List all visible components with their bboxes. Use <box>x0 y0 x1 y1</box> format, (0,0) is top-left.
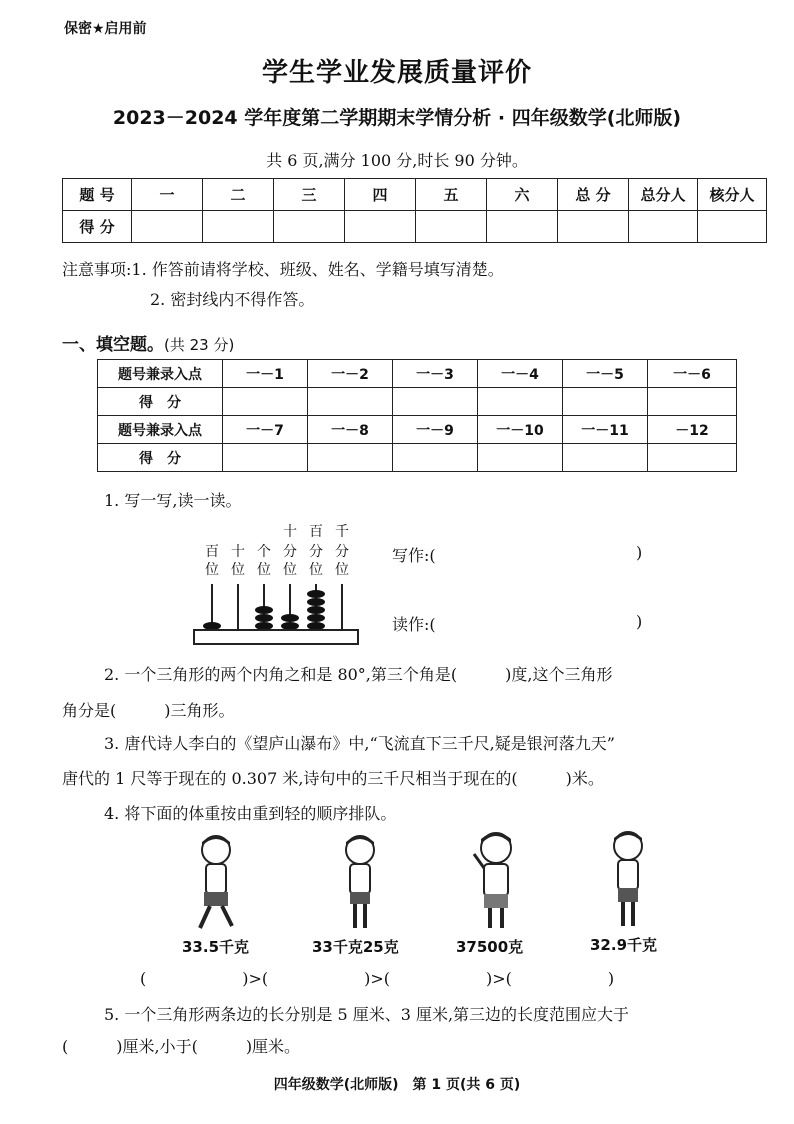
score-table-header-row <box>63 179 767 211</box>
abacus-label-top: 百 <box>309 524 323 540</box>
entry-row-1 <box>98 360 737 388</box>
child-figure-4 <box>604 828 654 934</box>
entry-score-cell[interactable] <box>478 388 563 416</box>
page-title: 学生学业发展质量评价 <box>261 58 532 88</box>
entry-score-cell[interactable] <box>223 444 308 472</box>
question-2-line-2: 角分是( )三角形。 <box>62 701 235 720</box>
q4-order-line: ( )>( )>( )>( ) <box>140 969 615 988</box>
entry-table <box>97 359 737 472</box>
abacus-label-mid: 分 <box>335 544 349 560</box>
score-cell[interactable] <box>416 211 487 243</box>
abacus-label-mid: 个 <box>257 544 271 560</box>
score-table-score-row <box>63 211 767 243</box>
abacus-label-mid: 分 <box>309 544 323 560</box>
entry-score-cell[interactable] <box>393 388 478 416</box>
section-1-title: 一、填空题。 <box>62 335 164 355</box>
section-1-points: (共 23 分) <box>164 336 235 354</box>
score-col-3: 三 <box>274 179 345 211</box>
entry-cell: 一－10 <box>478 416 563 444</box>
score-table <box>62 178 767 243</box>
abacus-label-bot: 位 <box>283 562 297 578</box>
weight-label-2: 33千克25克 <box>312 938 399 956</box>
weight-label-1: 33.5千克 <box>182 938 250 956</box>
score-col-5: 五 <box>416 179 487 211</box>
weight-label-4: 32.9千克 <box>590 936 658 954</box>
entry-label: 题号兼录入点 <box>98 416 223 444</box>
entry-score-cell[interactable] <box>308 444 393 472</box>
entry-cell: 一－1 <box>223 360 308 388</box>
entry-label: 题号兼录入点 <box>98 360 223 388</box>
score-cell[interactable] <box>203 211 274 243</box>
score-cell[interactable] <box>558 211 629 243</box>
entry-score-label: 得 分 <box>98 388 223 416</box>
entry-cell: 一－8 <box>308 416 393 444</box>
entry-score-cell[interactable] <box>563 388 648 416</box>
score-cell[interactable] <box>698 211 767 243</box>
entry-score-cell[interactable] <box>393 444 478 472</box>
entry-cell: －12 <box>648 416 737 444</box>
entry-cell: 一－3 <box>393 360 478 388</box>
exam-info: 共 6 页,满分 100 分,时长 90 分钟。 <box>266 151 528 170</box>
weight-label-3: 37500克 <box>456 938 524 956</box>
score-cell[interactable] <box>487 211 558 243</box>
child-figure-1 <box>192 832 242 934</box>
entry-score-label: 得 分 <box>98 444 223 472</box>
score-cell[interactable] <box>629 211 698 243</box>
q1-read-close: ) <box>636 612 643 631</box>
abacus-label-mid: 十 <box>231 544 245 560</box>
entry-score-cell[interactable] <box>478 444 563 472</box>
q1-write-close: ) <box>636 543 643 562</box>
entry-cell: 一－7 <box>223 416 308 444</box>
entry-score-cell[interactable] <box>223 388 308 416</box>
entry-score-row-2 <box>98 444 737 472</box>
abacus-label-top: 十 <box>283 524 297 540</box>
abacus-label-mid: 分 <box>283 544 297 560</box>
score-col-6: 六 <box>487 179 558 211</box>
score-cell[interactable] <box>132 211 203 243</box>
score-col-4: 四 <box>345 179 416 211</box>
entry-score-cell[interactable] <box>648 388 737 416</box>
score-col-1: 一 <box>132 179 203 211</box>
abacus-label-bot: 位 <box>257 562 271 578</box>
page-footer: 四年级数学(北师版) 第 1 页(共 6 页) <box>273 1077 521 1093</box>
note-line-2: 2. 密封线内不得作答。 <box>150 290 315 309</box>
entry-row-2 <box>98 416 737 444</box>
abacus-label-bot: 位 <box>335 562 349 578</box>
question-4: 4. 将下面的体重按由重到轻的顺序排队。 <box>104 804 397 823</box>
q1-write-label: 写作:( <box>392 546 436 565</box>
abacus-label-bot: 位 <box>205 562 219 578</box>
question-3-line-2: 唐代的 1 尺等于现在的 0.307 米,诗句中的三千尺相当于现在的( )米。 <box>62 769 604 788</box>
abacus-figure <box>190 578 362 648</box>
score-col-label: 题 号 <box>63 179 132 211</box>
question-5-line-1: 5. 一个三角形两条边的长分别是 5 厘米、3 厘米,第三边的长度范围应大于 <box>104 1005 630 1024</box>
question-3-line-1: 3. 唐代诗人李白的《望庐山瀑布》中,“飞流直下三千尺,疑是银河落九天” <box>104 734 615 753</box>
section-1-heading <box>62 330 234 355</box>
entry-score-cell[interactable] <box>648 444 737 472</box>
question-5-line-2: ( )厘米,小于( )厘米。 <box>62 1037 301 1056</box>
abacus-label-bot: 位 <box>309 562 323 578</box>
score-col-2: 二 <box>203 179 274 211</box>
entry-cell: 一－2 <box>308 360 393 388</box>
child-figure-3 <box>468 828 524 934</box>
score-cell[interactable] <box>274 211 345 243</box>
entry-cell: 一－6 <box>648 360 737 388</box>
entry-cell: 一－9 <box>393 416 478 444</box>
child-figure-2 <box>336 832 386 934</box>
score-col-checker: 核分人 <box>698 179 767 211</box>
note-line-1: 注意事项:1. 作答前请将学校、班级、姓名、学籍号填写清楚。 <box>62 260 504 279</box>
entry-score-row-1 <box>98 388 737 416</box>
score-cell[interactable] <box>345 211 416 243</box>
score-col-totaler: 总分人 <box>629 179 698 211</box>
abacus-label-top: 千 <box>335 524 349 540</box>
confidential-label: 保密★启用前 <box>64 21 147 37</box>
entry-score-cell[interactable] <box>563 444 648 472</box>
abacus-label-bot: 位 <box>231 562 245 578</box>
notes <box>62 255 504 315</box>
entry-cell: 一－4 <box>478 360 563 388</box>
entry-cell: 一－5 <box>563 360 648 388</box>
entry-score-cell[interactable] <box>308 388 393 416</box>
abacus-label-mid: 百 <box>205 544 219 560</box>
entry-cell: 一－11 <box>563 416 648 444</box>
question-1: 1. 写一写,读一读。 <box>104 491 242 510</box>
score-col-total: 总 分 <box>558 179 629 211</box>
score-row-label: 得 分 <box>63 211 132 243</box>
q1-read-label: 读作:( <box>392 615 436 634</box>
page-subtitle: 2023－2024 学年度第二学期期末学情分析 · 四年级数学(北师版) <box>112 107 682 129</box>
question-2-line-1: 2. 一个三角形的两个内角之和是 80°,第三个角是( )度,这个三角形 <box>104 665 613 684</box>
